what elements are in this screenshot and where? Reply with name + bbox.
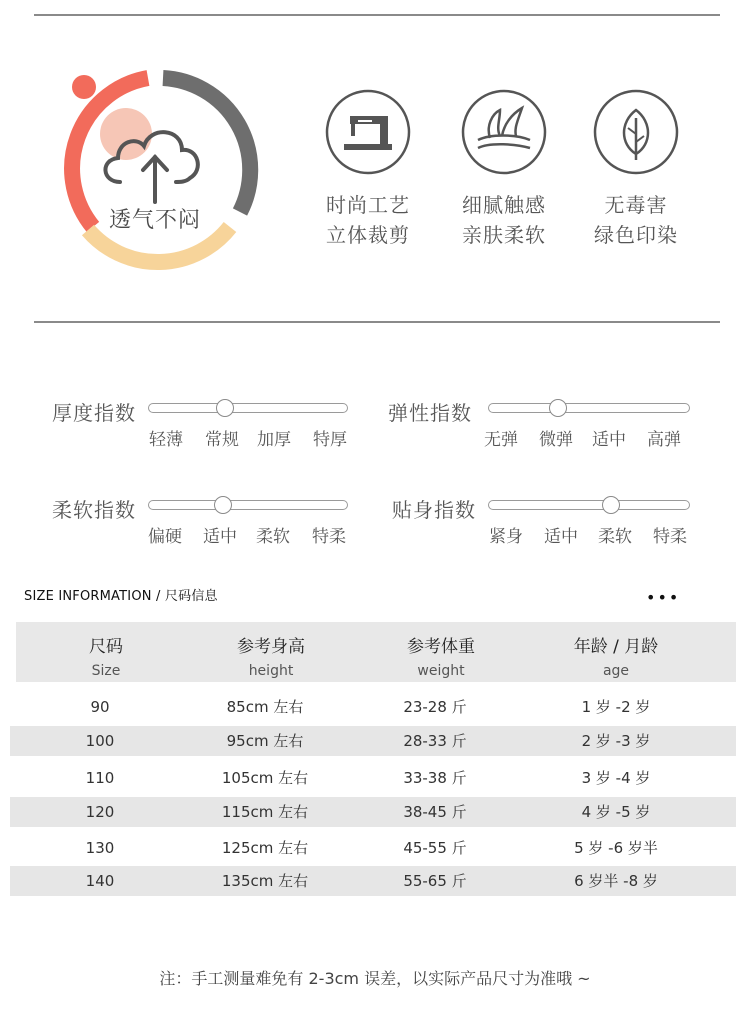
fit-index-name: 贴身指数 (392, 498, 476, 522)
cell-height: 135cm 左右 (221, 872, 309, 890)
fit-option: 特柔 (653, 527, 687, 547)
table-row (10, 797, 736, 827)
thickness-knob (216, 399, 234, 417)
cell-age: 2 岁 -3 岁 (581, 732, 651, 750)
header-age-zh: 年龄 / 月龄 (573, 637, 659, 657)
elasticity-option: 无弹 (484, 430, 518, 450)
elasticity-option: 高弹 (647, 430, 681, 450)
cell-weight: 23-28 斤 (403, 698, 467, 716)
fit-option: 适中 (544, 527, 578, 547)
cell-height: 125cm 左右 (221, 839, 309, 857)
header-height-en: height (248, 663, 294, 679)
feature-touch-line2: 亲肤柔软 (462, 223, 546, 247)
cell-size: 100 (85, 732, 115, 750)
cell-height: 105cm 左右 (221, 769, 309, 787)
elasticity-index (388, 397, 698, 457)
softness-option: 柔软 (256, 527, 290, 547)
ring-graphic (48, 62, 263, 277)
header-weight-en: weight (417, 663, 465, 679)
breathable-ring (48, 62, 263, 277)
header-age (536, 622, 696, 679)
cell-age: 5 岁 -6 岁半 (574, 839, 658, 857)
table-row (10, 866, 736, 896)
fit-option: 紧身 (489, 527, 523, 547)
softness-option: 偏硬 (148, 527, 182, 547)
cell-height: 115cm 左右 (221, 803, 309, 821)
elasticity-option: 微弹 (539, 430, 573, 450)
header-weight-zh: 参考体重 (407, 637, 475, 657)
table-row (10, 763, 736, 793)
header-size (26, 622, 186, 679)
elasticity-track (488, 403, 690, 413)
thickness-track (148, 403, 348, 413)
feature-eco-line2: 绿色印染 (594, 223, 678, 247)
thickness-option: 加厚 (257, 430, 291, 450)
cell-age: 1 岁 -2 岁 (581, 698, 651, 716)
thickness-option: 轻薄 (149, 430, 183, 450)
measurement-note: 注：手工测量难免有 2-3cm 误差，以实际产品尺寸为准哦 ~ (159, 969, 591, 988)
fit-knob (602, 496, 620, 514)
top-divider (34, 14, 720, 16)
fabric-softness-icon (460, 88, 548, 176)
header-weight (361, 622, 521, 679)
cell-weight: 55-65 斤 (403, 872, 467, 890)
table-row (10, 833, 736, 863)
header-size-zh: 尺码 (89, 637, 123, 657)
fit-option: 柔软 (598, 527, 632, 547)
cell-age: 6 岁半 -8 岁 (574, 872, 658, 890)
header-size-en: Size (91, 663, 121, 679)
fit-track (488, 500, 690, 510)
header-age-en: age (602, 663, 630, 679)
thickness-index (52, 397, 362, 457)
feature-eco-line1: 无毒害 (604, 193, 668, 217)
softness-index-name: 柔软指数 (52, 498, 136, 522)
elasticity-knob (549, 399, 567, 417)
cell-weight: 38-45 斤 (403, 803, 467, 821)
sun-circle (100, 108, 152, 160)
cell-age: 4 岁 -5 岁 (581, 803, 651, 821)
header-height-zh: 参考身高 (237, 637, 305, 657)
feature-craft-line1: 时尚工艺 (326, 193, 410, 217)
cell-size: 140 (85, 872, 115, 890)
elasticity-index-name: 弹性指数 (388, 401, 472, 425)
cell-size: 120 (85, 803, 115, 821)
cell-size: 90 (90, 698, 110, 716)
ring-label: 透气不闷 (108, 208, 201, 233)
table-row (10, 692, 736, 722)
sewing-machine-icon (324, 88, 412, 176)
header-height (191, 622, 351, 679)
red-dot (72, 75, 96, 99)
cell-height: 95cm 左右 (226, 732, 304, 750)
softness-knob (214, 496, 232, 514)
cell-size: 110 (85, 769, 115, 787)
thickness-option: 常规 (205, 430, 239, 450)
size-info-title: SIZE INFORMATION / 尺码信息 (24, 589, 218, 604)
feature-craft (298, 88, 438, 250)
more-dots-icon: ••• (646, 588, 681, 607)
cell-weight: 28-33 斤 (403, 732, 467, 750)
softness-option: 特柔 (312, 527, 346, 547)
cell-weight: 33-38 斤 (403, 769, 467, 787)
thickness-option: 特厚 (313, 430, 347, 450)
feature-craft-line2: 立体裁剪 (326, 223, 410, 247)
middle-divider (34, 321, 720, 323)
thickness-index-name: 厚度指数 (52, 401, 136, 425)
softness-index (52, 494, 362, 554)
softness-option: 适中 (203, 527, 237, 547)
size-table-header (16, 622, 736, 682)
fit-index (392, 494, 702, 554)
elasticity-option: 适中 (592, 430, 626, 450)
cell-size: 130 (85, 839, 115, 857)
leaf-icon (592, 88, 680, 176)
feature-touch-line1: 细腻触感 (462, 193, 546, 217)
table-row (10, 726, 736, 756)
arrow-up-icon (143, 157, 167, 202)
cell-weight: 45-55 斤 (403, 839, 467, 857)
cell-age: 3 岁 -4 岁 (581, 769, 651, 787)
cell-height: 85cm 左右 (226, 698, 304, 716)
feature-touch (434, 88, 574, 250)
feature-eco (566, 88, 706, 250)
softness-track (148, 500, 348, 510)
